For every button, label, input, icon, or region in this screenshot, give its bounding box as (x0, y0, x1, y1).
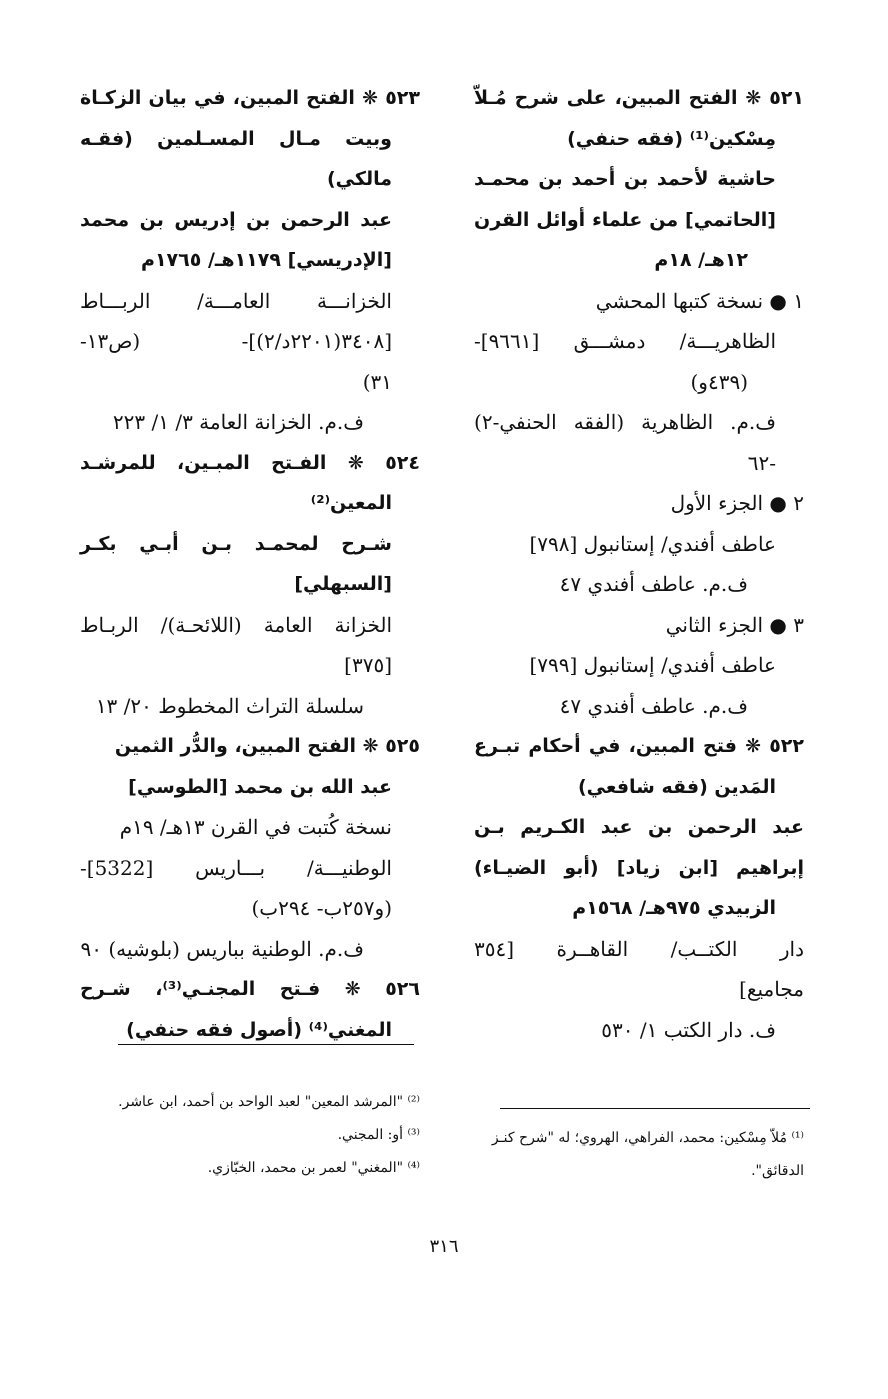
left-footnote-separator (118, 1044, 414, 1045)
entry-525-title: ٥٢٥ ❋ الفتح المبين، والدُّر الثمين (114, 735, 420, 757)
entry-521-library-2: عاطف أفندي/ إستانبول [٧٩٨] (529, 531, 776, 556)
entry-521-library-1: الظاهريـــة/ دمشـــق [٩٦٦١]- (474, 329, 776, 353)
entry-522-subtitle: المَدين (فقه شافعي) (577, 775, 776, 798)
entry-521-copy-2: ٢ ● الجزء الأول (670, 491, 804, 515)
entry-521-catalog-1: ف.م. الظاهرية (الفقه الحنفي-٢) (474, 410, 776, 434)
entry-521-copy-1: ١ ● نسخة كتبها المحشي (595, 288, 804, 313)
entry-523-author: عبد الرحمن بن إدريس بن محمد (80, 208, 392, 231)
entry-525-author: عبد الله بن محمد [الطوسي] (128, 775, 392, 798)
entry-525-catalog: ف.م. الوطنية بباريس (بلوشيه) ٩٠ (80, 936, 364, 961)
entry-521-author-cont: [الحاتمي] من علماء أوائل القرن (474, 208, 776, 231)
left-footnotes (80, 1086, 420, 1185)
entry-521-subtitle: مِسْكين⁽¹⁾ (فقه حنفي) (567, 127, 776, 150)
entry-526-title-cont: المغني⁽⁴⁾ (أصول فقه حنفي) (126, 1018, 392, 1041)
entry-524-shelfmark: [٣٧٥] (344, 653, 392, 677)
entry-523-author-date: [الإدريسي] ١١٧٩هـ/ ١٧٦٥م (141, 249, 392, 271)
left-column (80, 78, 420, 1050)
right-column (474, 78, 804, 1050)
entry-524-catalog: سلسلة التراث المخطوط ٢٠/ ١٣ (95, 693, 364, 718)
entry-522-author-cont: إبراهيم [ابن زياد] (أبو الضيـاء) (474, 856, 804, 879)
right-footnote-separator (500, 1108, 810, 1109)
entry-523-library: الخزانـــة العامـــة/ الربـــاط (80, 288, 392, 313)
entry-524-author-cont: [السبهلي] (294, 573, 392, 595)
entry-521-title: ٥٢١ ❋ الفتح المبين، على شرح مُـلاّ (474, 87, 804, 109)
entry-521-catalog-1-cont: -٦٢ (747, 450, 776, 475)
entry-521-library-3: عاطف أفندي/ إستانبول [٧٩٩] (529, 653, 776, 677)
entry-521-author: حاشية لأحمد بن أحمد بن محمـد (474, 168, 776, 190)
entry-521-catalog-3: ف.م. عاطف أفندي ٤٧ (559, 693, 748, 718)
entry-523-title: ٥٢٣ ❋ الفتح المبين، في بيان الزكـاة (80, 87, 420, 109)
entry-522-author: عبد الرحمن بن عبد الكـريم بـن (474, 816, 804, 838)
entry-523-shelfmark: [٣٤٠٨(٢٢٠١د/٢)]- (ص١٣- (80, 329, 392, 353)
entry-526-title: ٥٢٦ ❋ فـتح المجنـي⁽³⁾، شـرح (80, 978, 420, 1000)
footnote-4: ⁽⁴⁾ "المغني" لعمر بن محمد، الخبّازي. (207, 1160, 420, 1176)
entry-522-catalog: ف. دار الكتب ١/ ٥٣٠ (601, 1017, 776, 1042)
entry-522-title: ٥٢٢ ❋ فتح المبين، في أحكام تبـرع (474, 735, 804, 757)
entry-524-title: ٥٢٤ ❋ الفـتح المبـين، للمرشـد (80, 451, 420, 474)
entry-523-subject: مالكي) (327, 168, 392, 190)
entry-523-title-cont: وبيت مـال المسـلمين (فقـه (80, 127, 392, 150)
entry-522-library: دار الكتــب/ القاهــرة [٣٥٤ (474, 936, 804, 961)
page-number: ٣١٦ (429, 1236, 459, 1257)
right-footnotes (464, 1122, 804, 1188)
entry-524-title-cont: المعين⁽²⁾ (310, 492, 392, 514)
footnote-2: ⁽²⁾ "المرشد المعين" لعبد الواحد بن أحمد، ابن عاشر. (118, 1094, 420, 1110)
entry-522-date: الزبيدي ٩٧٥هـ/ ١٥٦٨م (572, 897, 776, 919)
entry-524-library: الخزانة العامة (اللائحـة)/ الربـاط (80, 612, 392, 637)
entry-523-catalog: ف.م. الخزانة العامة ٣/ ١/ ٢٢٣ (112, 410, 364, 434)
entry-525-library: الوطنيـــة/ بـــاريس [5322]- (80, 855, 392, 880)
entry-521-copy-3: ٣ ● الجزء الثاني (665, 612, 804, 637)
footnote-3: ⁽³⁾ أو: المجني. (337, 1127, 420, 1143)
entry-525-folio: (و٢٥٧ب- ٢٩٤ب) (251, 896, 392, 920)
entry-524-author: شـرح لمحمـد بـن أبـي بكـر (80, 532, 392, 555)
entry-525-copy: نسخة كُتبت في القرن ١٣هـ/ ١٩م (119, 815, 392, 839)
entry-521-date: ١٢هـ/ ١٨م (654, 249, 748, 271)
entry-522-library-cont: مجاميع] (739, 977, 804, 1001)
entry-523-pages: ٣١) (362, 369, 392, 394)
entry-521-folio-1: (٤٣٩و) (690, 369, 748, 394)
footnote-1: ⁽¹⁾ مُلاّ مِسْكين: محمد، الفراهي، الهروي؛ له "شرح كنـز الدقائق". (491, 1130, 804, 1179)
entry-521-catalog-2: ف.م. عاطف أفندي ٤٧ (559, 572, 748, 596)
